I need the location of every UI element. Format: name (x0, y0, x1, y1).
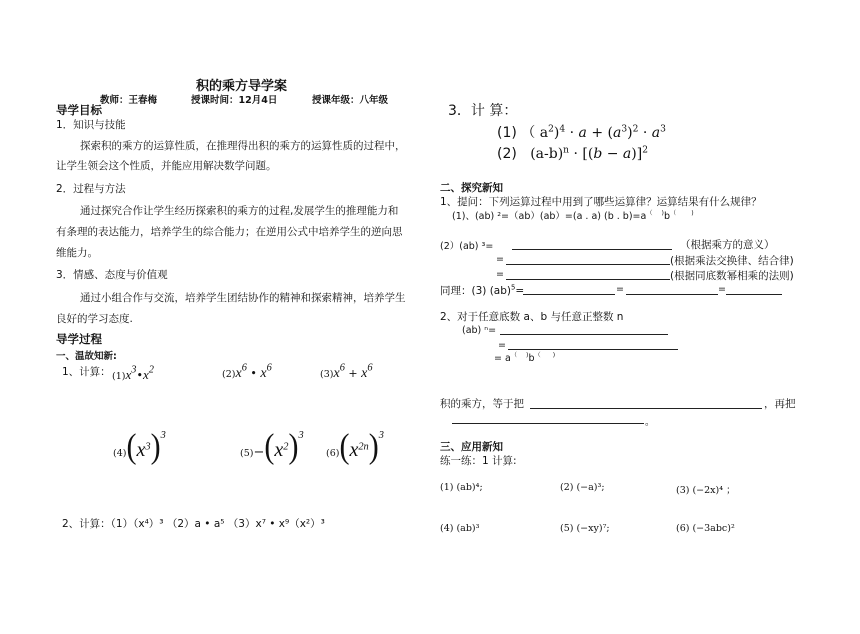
answer-line[interactable] (530, 408, 762, 409)
calc3-expr-2: (2) $(a-b)^n \cdot [(b - a)]^2$ (497, 145, 649, 162)
answer-line[interactable] (500, 334, 668, 335)
document-title: 积的乘方导学案 (196, 79, 288, 94)
equals-sign: = (616, 284, 624, 295)
answer-line[interactable] (452, 423, 644, 424)
calc3-heading: 3．计 算： (448, 103, 518, 119)
question-2-result: = a（ )b（ ) (494, 351, 556, 364)
process-heading: 导学过程 (56, 332, 102, 346)
rule-statement-mid: ，再把 (764, 398, 796, 410)
goal-3-heading: 3．情感、态度与价值观 (56, 269, 168, 281)
explore-heading: 二、探究新知 (440, 182, 503, 194)
answer-line[interactable] (523, 294, 615, 295)
teacher-info: 教师：王春梅 (100, 95, 158, 106)
practice-item-2: (2) (−a)³; (560, 482, 605, 493)
practice-item-1: (1) (ab)⁴; (440, 482, 483, 493)
answer-line[interactable] (506, 279, 670, 280)
question-2: 2、对于任意底数 a、b 与任意正整数 n (440, 311, 624, 323)
equals-sign: = (496, 269, 504, 280)
calc1-expr-2: $(2)x^6$ • $x^6$ (222, 362, 272, 381)
goal-2-text-line1: 通过探究合作让学生经历探索积的乘方的过程,发展学生的推理能力和 (80, 205, 399, 217)
practice-item-6: (6) (−3abc)² (676, 523, 735, 534)
goal-1-text-line2: 让学生领会这个性质，并能应用解决数学问题。 (56, 160, 277, 172)
equals-sign: = (718, 284, 726, 295)
answer-line[interactable] (506, 264, 670, 265)
practice-heading: 练一练：1 计算: (440, 455, 517, 467)
question-1-step-1: (1)、(ab) ²=（ab）(ab）=(a . a) (b . b)=a（ )b（ ) (452, 209, 694, 222)
goal-2-text-line3: 维能力。 (56, 247, 98, 259)
note-commutative: (根据乘法交换律、结合律) (670, 255, 794, 267)
equals-sign: = (496, 254, 504, 265)
review-heading: 一、温故知新: (56, 351, 117, 362)
lesson-time: 授课时间：12月4日 (191, 95, 278, 106)
answer-line[interactable] (512, 249, 672, 250)
calc2-line: 2、计算：（1）（x⁴）³ （2）a • a⁵ （3）x⁷ • x⁹（x²）³ (62, 518, 325, 530)
rule-statement-lead: 积的乘方，等于把 (440, 398, 524, 410)
calc1-expr-1: $(1)x^3•x^2$ (112, 364, 154, 382)
calc1-expr-6: $(6)(x^{2n})^3$ (326, 427, 384, 466)
practice-item-5: (5) (−xy)⁷; (560, 523, 610, 534)
calc1-expr-3: $(3)x^6 + x^6$ (320, 362, 373, 381)
question-1-step-2-lead: (2）(ab) ³= (440, 241, 494, 252)
calc1-expr-4: $(4)(x^3)^3$ (113, 427, 166, 466)
equals-sign: = (498, 340, 506, 351)
goal-2-text-line2: 有条理的表达能力，培养学生的综合能力；在逆用公式中培养学生的逆向思 (56, 226, 403, 238)
practice-item-3: (3) (−2x)⁴ ； (676, 485, 736, 496)
goal-1-heading: 1．知识与技能 (56, 119, 126, 131)
same-reasoning-lead: 同理：(3) (ab)$^5$= (440, 283, 525, 297)
goal-2-heading: 2．过程与方法 (56, 183, 126, 195)
rule-statement-end: 。 (645, 417, 655, 428)
question-1: 1、提问：下列运算过程中用到了哪些运算律？运算结果有什么规律？ (440, 196, 762, 208)
note-power-meaning: （根据乘方的意义） (680, 239, 775, 251)
goal-3-text-line1: 通过小组合作与交流，培养学生团结协作的精神和探索精神，培养学生 (80, 292, 406, 304)
practice-item-4: (4) (ab)³ (440, 523, 480, 534)
calc3-expr-1: (1) （ $a^2)^4 \cdot a + (a^3)^2 \cdot a^3$ (497, 124, 666, 141)
goal-1-text-line1: 探索积的乘方的运算性质，在推理得出积的乘方的运算性质的过程中， (80, 140, 406, 152)
answer-line[interactable] (626, 294, 718, 295)
calc1-label: 1、计算： (62, 366, 111, 378)
note-same-base: (根据同底数幂相乘的法则) (670, 270, 794, 282)
lesson-grade: 授课年级：八年级 (312, 95, 389, 106)
goal-3-text-line2: 良好的学习态度. (56, 313, 133, 325)
answer-line[interactable] (726, 294, 782, 295)
apply-heading: 三、应用新知 (440, 441, 503, 453)
question-2-lead: (ab) ⁿ= (462, 325, 497, 336)
answer-line[interactable] (508, 349, 678, 350)
calc1-expr-5: $(5)-(x^2)^3$ (240, 427, 304, 466)
goals-heading: 导学目标 (56, 103, 102, 117)
